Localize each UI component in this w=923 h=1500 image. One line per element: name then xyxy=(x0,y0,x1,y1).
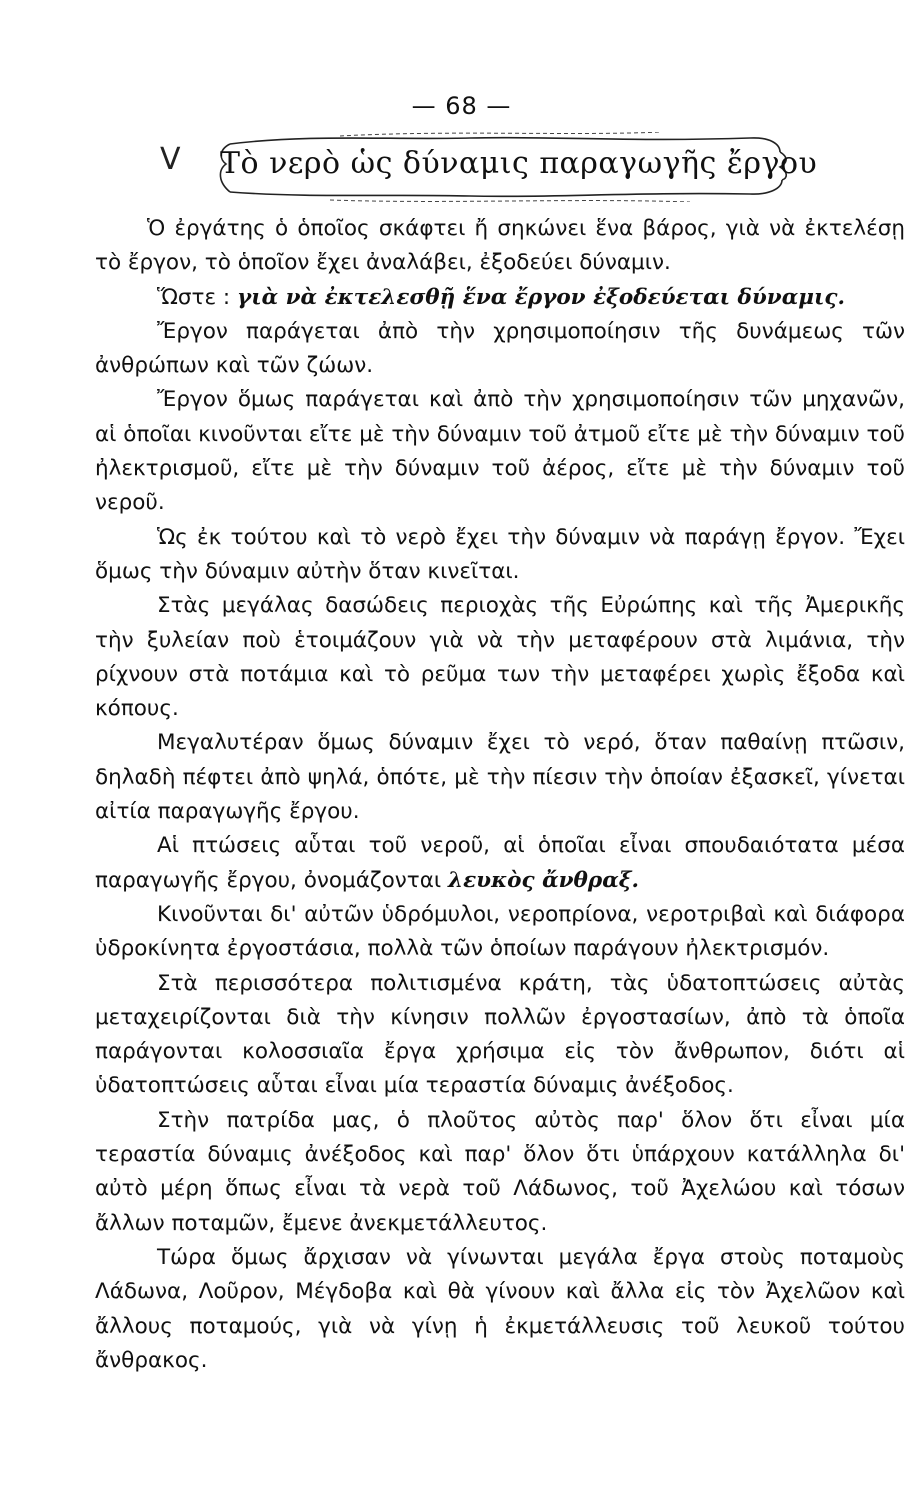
paragraph: Κινοῦνται δι' αὐτῶν ὑδρόμυλοι, νεροπρίονα, νεροτριβαὶ καὶ διάφορα ὑδροκίνητα ἐργοστάσια, πολλὰ τῶν ὁποίων παράγουν ἠλεκτρισμόν. xyxy=(95,901,905,962)
emphasized-text: λευκὸς ἄνθραξ. xyxy=(448,867,639,893)
emphasized-text: γιὰ νὰ ἐκτελεσθῇ ἕνα ἔργον ἐξοδεύεται δύναμις. xyxy=(237,284,845,310)
paragraph xyxy=(95,281,905,315)
page-number: — 68 — xyxy=(411,92,512,120)
paragraph: Ὡς ἐκ τούτου καὶ τὸ νερὸ ἔχει τὴν δύναμιν νὰ παράγῃ ἔργον. Ἔχει ὅμως τὴν δύναμιν αὐτὴν ὅταν κινεῖται. xyxy=(95,524,905,584)
paragraph-prefix: Αἱ πτώσεις αὗται τοῦ νεροῦ, αἱ ὁποῖαι εἶναι σπουδαιότατα μέσα παραγωγῆς ἔργου, ὀνομάζονται xyxy=(95,833,905,893)
check-mark: V xyxy=(160,142,181,177)
page-title: Τὸ νερὸ ὡς δύναμις παραγωγῆς ἔργου xyxy=(220,146,818,181)
paragraph: Ὁ ἐργάτης ὁ ὁποῖος σκάφτει ἤ σηκώνει ἕνα βάρος, γιὰ νὰ ἐκτελέσῃ τὸ ἔργον, τὸ ὁποῖον ἔχει ἀναλάβει, ἐξοδεύει δύναμιν. xyxy=(95,216,905,276)
paragraph: Ἔργον ὅμως παράγεται καὶ ἀπὸ τὴν χρησιμοποίησιν τῶν μηχανῶν, αἱ ὁποῖαι κινοῦνται εἴτε μὲ τὴν δύναμιν τοῦ ἀτμοῦ εἴτε μὲ τὴν δύναμιν τοῦ ἠλεκτρισμοῦ, εἴτε μὲ τὴν δύναμιν τοῦ ἀέρος, εἴτε μὲ τὴν δύναμιν τοῦ νεροῦ. xyxy=(95,387,905,516)
paragraph: Στὰ περισσότερα πολιτισμένα κράτη, τὰς ὑδατοπτώσεις αὐτὰς μεταχειρίζονται διὰ τὴν κίνησιν πολλῶν ἐργοστασίων, ἀπὸ τὰ ὁποῖα παράγονται κολοσσιαῖα ἔργα χρήσιμα εἰς τὸν ἄνθρωπον, διότι αἱ ὑδατοπτώσεις αὗται εἶναι μία τεραστία δύναμις ἀνέξοδος. xyxy=(95,970,905,1099)
title-block xyxy=(160,132,818,202)
paragraph: Τώρα ὅμως ἄρχισαν νὰ γίνωνται μεγάλα ἔργα στοὺς ποταμοὺς Λάδωνα, Λοῦρον, Μέγδοβα καὶ θὰ γίνουν καὶ ἄλλα εἰς τὸν Ἀχελῶον καὶ ἄλλους ποταμούς, γιὰ νὰ γίνῃ ἡ ἐκμετάλλευσις τοῦ λευκοῦ τούτου ἄνθρακος. xyxy=(95,1244,905,1373)
paragraph: Στὰς μεγάλας δασώδεις περιοχὰς τῆς Εὐρώπης καὶ τῆς Ἀμερικῆς τὴν ξυλείαν ποὺ ἑτοιμάζουν γιὰ νὰ τὴν μεταφέρουν στὰ λιμάνια, τὴν ρίχνουν στὰ ποτάμια καὶ τὸ ρεῦμα των τὴν μεταφέρει χωρὶς ἔξοδα καὶ κόπους. xyxy=(95,593,905,722)
paragraph xyxy=(95,829,905,898)
paragraph: Μεγαλυτέραν ὅμως δύναμιν ἔχει τὸ νερό, ὅταν παθαίνῃ πτῶσιν, δηλαδὴ πέφτει ἀπὸ ψηλά, ὁπότε, μὲ τὴν πίεσιν τὴν ὁποίαν ἐξασκεῖ, γίνεται αἰτία παραγωγῆς ἔργου. xyxy=(95,730,905,825)
body-text xyxy=(95,212,905,1378)
paragraph-prefix: Ὥστε : xyxy=(157,284,231,310)
paragraph: Στὴν πατρίδα μας, ὁ πλοῦτος αὐτὸς παρ' ὅλον ὅτι εἶναι μία τεραστία δύναμις ἀνέξοδος καὶ παρ' ὅλον ὅτι ὑπάρχουν κατάλληλα δι' αὐτὸ μέρη ὅπως εἶναι τὰ νερὰ τοῦ Λάδωνος, τοῦ Ἀχελώου καὶ τόσων ἄλλων ποταμῶν, ἔμενε ἀνεκμετάλλευτος. xyxy=(95,1107,905,1236)
paragraph: Ἔργον παράγεται ἀπὸ τὴν χρησιμοποίησιν τῆς δυνάμεως τῶν ἀνθρώπων καὶ τῶν ζώων. xyxy=(95,318,905,379)
